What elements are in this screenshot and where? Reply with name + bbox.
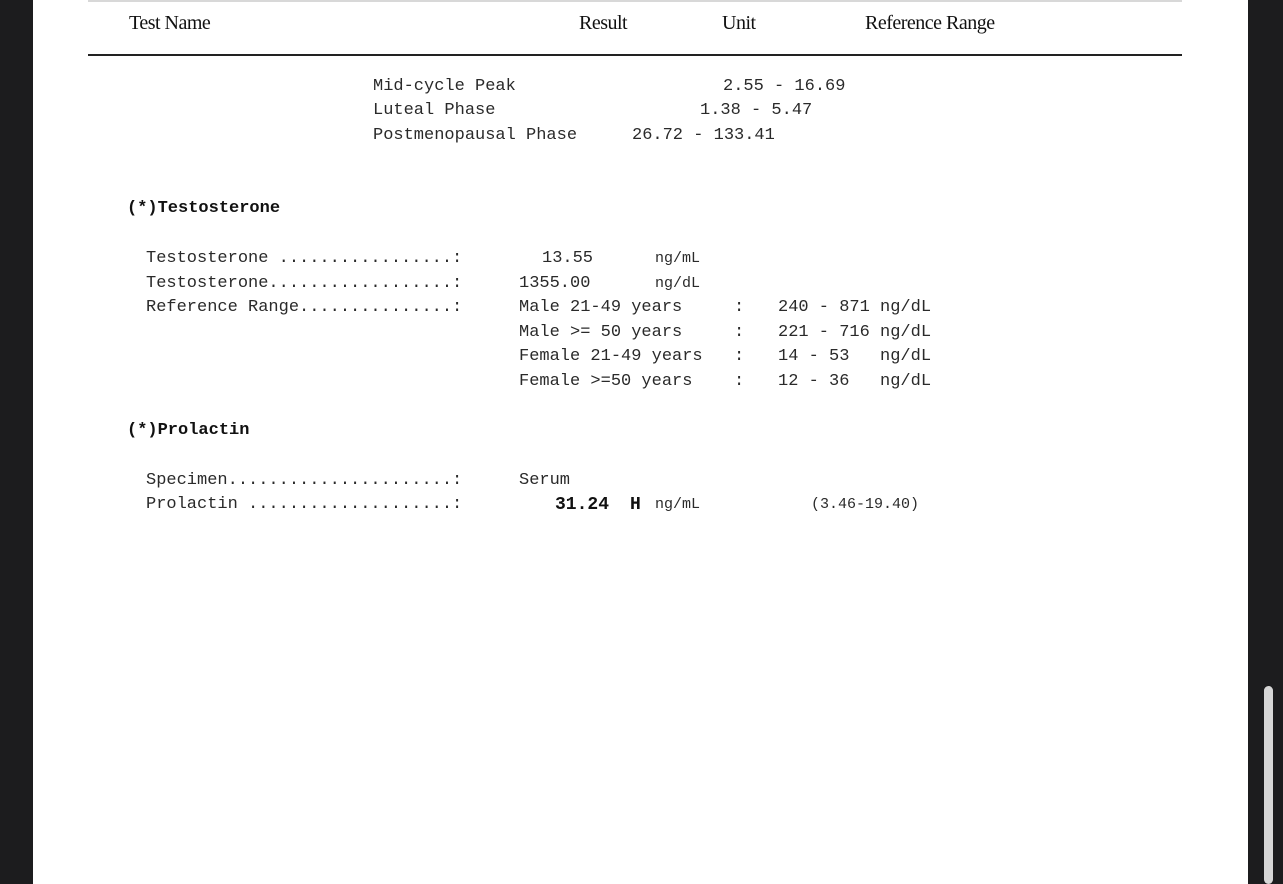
ref-range: 12 - 36 ng/dL: [778, 372, 932, 391]
result-label: Testosterone..................:: [146, 274, 463, 293]
section-title-testosterone: (*)Testosterone: [127, 199, 281, 218]
ref-sep: :: [734, 298, 745, 317]
specimen-label: Specimen......................:: [146, 471, 463, 490]
phase-label: Mid-cycle Peak: [373, 77, 516, 96]
ref-range: 14 - 53 ng/dL: [778, 347, 932, 366]
phase-range: 2.55 - 16.69: [723, 77, 846, 96]
ref-group: Female 21-49 years: [519, 347, 703, 366]
ref-sep: :: [734, 372, 745, 391]
header-unit: Unit: [722, 12, 756, 34]
ref-group: Male 21-49 years: [519, 298, 683, 317]
phase-range: 26.72 - 133.41: [632, 126, 775, 145]
ref-sep: :: [734, 347, 745, 366]
result-value: 13.55: [542, 249, 594, 268]
result-unit: ng/dL: [655, 275, 701, 292]
ref-group: Female >=50 years: [519, 372, 693, 391]
ref-range: 240 - 871 ng/dL: [778, 298, 932, 317]
header-result: Result: [579, 12, 628, 34]
result-value: 1355.00: [519, 274, 591, 293]
high-flag: H: [630, 495, 641, 515]
result-unit: ng/mL: [655, 250, 701, 267]
document-page: [33, 0, 1248, 884]
top-divider: [88, 0, 1182, 2]
phase-label: Luteal Phase: [373, 101, 496, 120]
result-value: 31.24: [555, 495, 610, 515]
result-unit: ng/mL: [655, 496, 701, 513]
ref-sep: :: [734, 323, 745, 342]
section-title-prolactin: (*)Prolactin: [127, 421, 250, 440]
specimen-value: Serum: [519, 471, 571, 490]
phase-range: 1.38 - 5.47: [700, 101, 813, 120]
reference-range-value: (3.46-19.40): [811, 496, 920, 513]
result-label: Prolactin ....................:: [146, 495, 463, 514]
reference-range-label: Reference Range...............:: [146, 298, 463, 317]
header-reference-range: Reference Range: [865, 12, 995, 34]
phase-label: Postmenopausal Phase: [373, 126, 578, 145]
scrollbar-thumb[interactable]: [1264, 686, 1273, 884]
ref-group: Male >= 50 years: [519, 323, 683, 342]
result-label: Testosterone .................:: [146, 249, 463, 268]
header-rule: [88, 54, 1182, 56]
ref-range: 221 - 716 ng/dL: [778, 323, 932, 342]
header-test-name: Test Name: [129, 12, 211, 34]
